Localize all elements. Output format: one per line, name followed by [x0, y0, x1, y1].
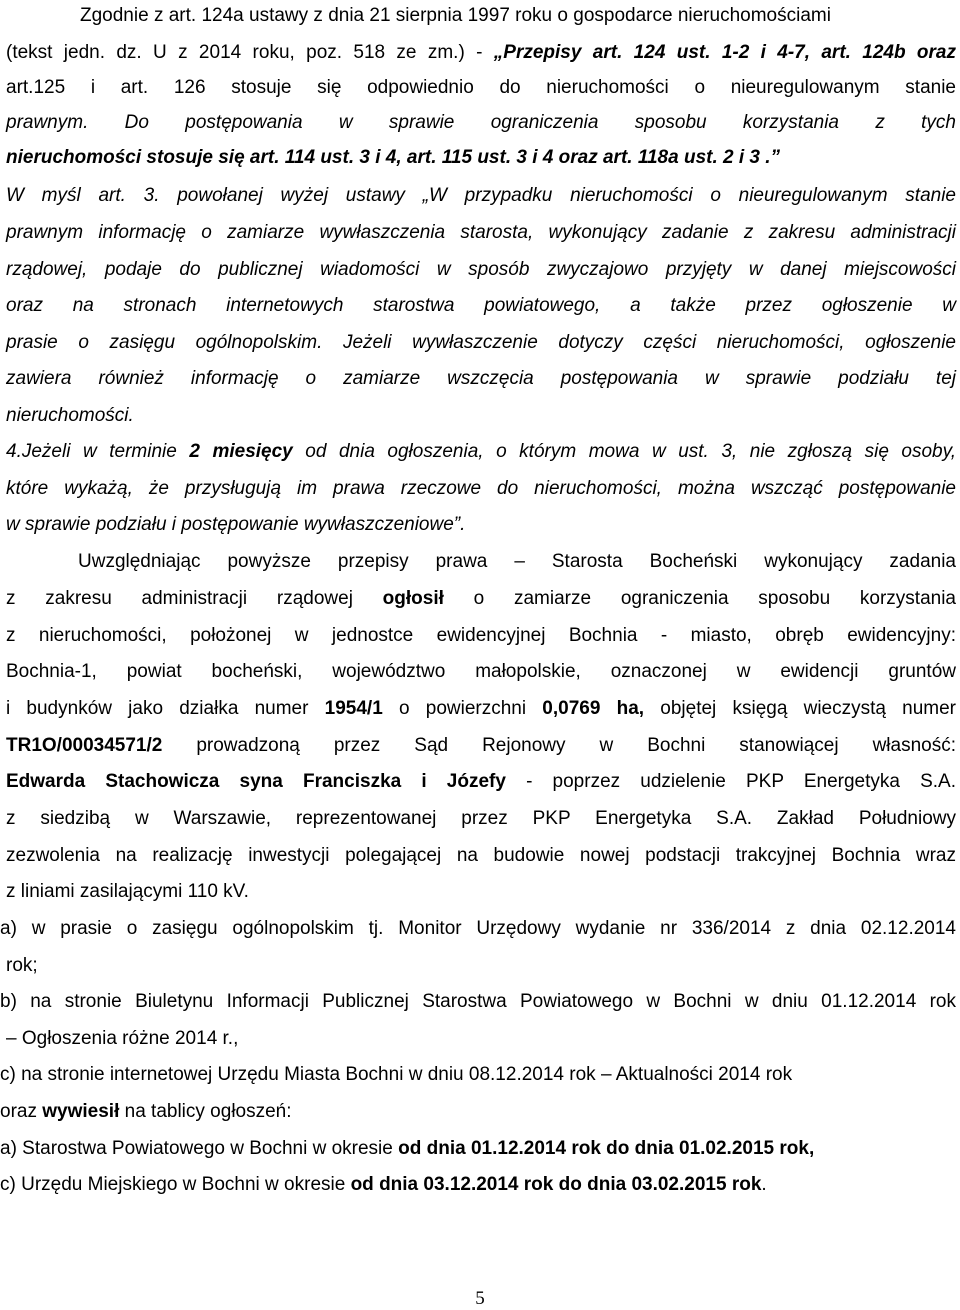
p2-line-1-text: W myśl art. 3. powołanej wyżej ustawy „W przypadku nieruchomości o nieuregulowanym stanie	[6, 185, 956, 206]
p4-line-3	[6, 624, 956, 648]
p1-line-5-text: nieruchomości stosuje się art. 114 ust. 3 i 4, art. 115 ust. 3 i 4 oraz art. 118a ust. 2 i 3 .”	[6, 147, 781, 168]
list1-item-a-text-2: rok;	[6, 955, 38, 976]
p1-line-2a: (tekst jedn. dz. U z 2014 roku, poz. 518 ze zm.) -	[6, 42, 494, 63]
closing-item-a	[0, 1137, 950, 1161]
p4-line-3-text: z nieruchomości, położonej w jednostce ewidencyjnej Bochnia - miasto, obręb ewidencyjny:	[6, 625, 956, 646]
p4-line-10-text: z liniami zasilającymi 110 kV.	[6, 881, 249, 902]
p2-line-2-text: prawnym informację o zamiarze wywłaszczenia starosta, wykonujący zadanie z zakresu administracji	[6, 222, 956, 243]
p4-line-9	[6, 844, 956, 868]
p2-line-7-text: nieruchomości.	[6, 405, 134, 426]
p1-line-4	[6, 111, 956, 135]
p4-line-7b: - poprzez udzielenie PKP Energetyka S.A.	[505, 771, 956, 792]
closing-item-a-period: od dnia 01.12.2014 rok do dnia 01.02.2015 rok,	[398, 1138, 815, 1159]
p1-line-2	[6, 41, 956, 65]
p4-line-10	[6, 880, 956, 904]
p2-line-4	[6, 294, 956, 318]
closing-item-c	[0, 1173, 950, 1197]
closing-item-a-text: a) Starostwa Powiatowego w Bochni w okresie	[0, 1138, 399, 1159]
p4-line-4	[6, 660, 956, 684]
closing-item-c-end: .	[761, 1174, 767, 1195]
p4-announced: ogłosił	[382, 588, 444, 609]
p4-line-2a: z zakresu administracji rządowej	[6, 588, 383, 609]
p3-line-1a: 4.Jeżeli w terminie	[6, 441, 190, 462]
p2-line-5	[6, 331, 956, 355]
p4-line-8-text: z siedzibą w Warszawie, reprezentowanej przez PKP Energetyka S.A. Zakład Południowy	[6, 808, 956, 829]
p2-line-4-text: oraz na stronach internetowych starostwa powiatowego, a także przez ogłoszenie w	[6, 295, 956, 316]
list1-item-b-text: b) na stronie Biuletynu Informacji Publicznej Starostwa Powiatowego w Bochni w dniu 01.12.2014 rok	[0, 991, 956, 1012]
parcel-area: 0,0769 ha,	[542, 698, 645, 719]
p4-line-7	[6, 770, 956, 794]
list1-item-a-line-2	[6, 954, 956, 978]
list1-item-a-text: a) w prasie o zasięgu ogólnopolskim tj. Monitor Urzędowy wydanie nr 336/2014 z dnia 02.12.2014	[0, 918, 956, 939]
p3-deadline: 2 miesięcy	[189, 441, 293, 462]
p3-line-2	[6, 477, 956, 501]
page-number: 5	[475, 1288, 485, 1309]
p3-line-3	[6, 513, 956, 537]
p4-line-1-text: Uwzględniając powyższe przepisy prawa – Starosta Bocheński wykonujący zadania	[78, 551, 956, 572]
p4-line-4-text: Bochnia-1, powiat bocheński, województwo małopolskie, oznaczonej w ewidencji gruntów	[6, 661, 956, 682]
p2-line-6-text: zawiera również informację o zamiarze wszczęcia postępowania w sprawie podziału tej	[6, 368, 956, 389]
closing-posted: wywiesił	[42, 1101, 120, 1122]
p3-line-3-text: w sprawie podziału i postępowanie wywłaszczeniowe”.	[6, 514, 466, 535]
p2-line-1	[6, 184, 956, 208]
list1-item-a-line-1	[0, 917, 956, 941]
closing-line-1c: na tablicy ogłoszeń:	[119, 1101, 292, 1122]
p2-line-7	[6, 404, 956, 428]
p2-line-2	[6, 221, 956, 245]
p4-line-2c: o zamiarze ograniczenia sposobu korzystania	[443, 588, 956, 609]
p1-line-3	[6, 76, 956, 100]
closing-line-1	[0, 1100, 950, 1124]
p4-line-1	[78, 550, 956, 574]
list1-item-b-line-1	[0, 990, 956, 1014]
list1-item-b-line-2	[6, 1027, 956, 1051]
p1-line-2b: „Przepisy art. 124 ust. 1-2 i 4-7, art. 124b oraz	[493, 42, 956, 63]
p4-line-5c: o powierzchni	[382, 698, 543, 719]
p2-line-5-text: prasie o zasięgu ogólnopolskim. Jeżeli wywłaszczenie dotyczy części nieruchomości, ogłoszenie	[6, 332, 956, 353]
p1-line-3-text: art.125 i art. 126 stosuje się odpowiednio do nieruchomości o nieuregulowanym stanie	[6, 77, 956, 98]
list1-item-c-line-1	[0, 1063, 950, 1087]
land-register-number: TR1O/00034571/2	[6, 735, 163, 756]
p4-line-5a: i budynków jako działka numer	[6, 698, 325, 719]
p1-line-5	[6, 146, 956, 170]
parcel-number: 1954/1	[324, 698, 383, 719]
closing-item-c-text: c) Urzędu Miejskiego w Bochni w okresie	[0, 1174, 351, 1195]
list1-item-c-text: c) na stronie internetowej Urzędu Miasta Bochni w dniu 08.12.2014 rok – Aktualności 2014 rok	[0, 1064, 793, 1085]
p3-line-1	[6, 440, 956, 464]
p3-line-2-text: które wykażą, że przysługują im prawa rzeczowe do nieruchomości, można wszcząć postępowanie	[6, 478, 956, 499]
owner-name: Edwarda Stachowicza syna Franciszka i Józefy	[6, 771, 506, 792]
p2-line-6	[6, 367, 956, 391]
p4-line-5	[6, 697, 956, 721]
p4-line-6	[6, 734, 956, 758]
p3-line-1c: od dnia ogłoszenia, o którym mowa w ust. 3, nie zgłoszą się osoby,	[292, 441, 956, 462]
p4-line-5e: objętej księgą wieczystą numer	[644, 698, 957, 719]
p4-line-8	[6, 807, 956, 831]
p4-line-6b: prowadzoną przez Sąd Rejonowy w Bochni stanowiącej własność:	[162, 735, 956, 756]
list1-item-b-text-2: – Ogłoszenia różne 2014 r.,	[6, 1028, 239, 1049]
p4-line-2	[6, 587, 956, 611]
p1-line-1	[80, 4, 956, 28]
p1-line-4-text: prawnym. Do postępowania w sprawie ograniczenia sposobu korzystania z tych	[6, 112, 956, 133]
closing-line-1a: oraz	[0, 1101, 43, 1122]
closing-item-c-period: od dnia 03.12.2014 rok do dnia 03.02.2015 rok	[350, 1174, 762, 1195]
p1-line-1-text: Zgodnie z art. 124a ustawy z dnia 21 sierpnia 1997 roku o gospodarce nieruchomościami	[80, 5, 831, 26]
p4-line-9-text: zezwolenia na realizację inwestycji polegającej na budowie nowej podstacji trakcyjnej Bochnia wraz	[6, 845, 956, 866]
p2-line-3	[6, 258, 956, 282]
p2-line-3-text: rządowej, podaje do publicznej wiadomości w sposób zwyczajowo przyjęty w danej miejscowości	[6, 259, 956, 280]
